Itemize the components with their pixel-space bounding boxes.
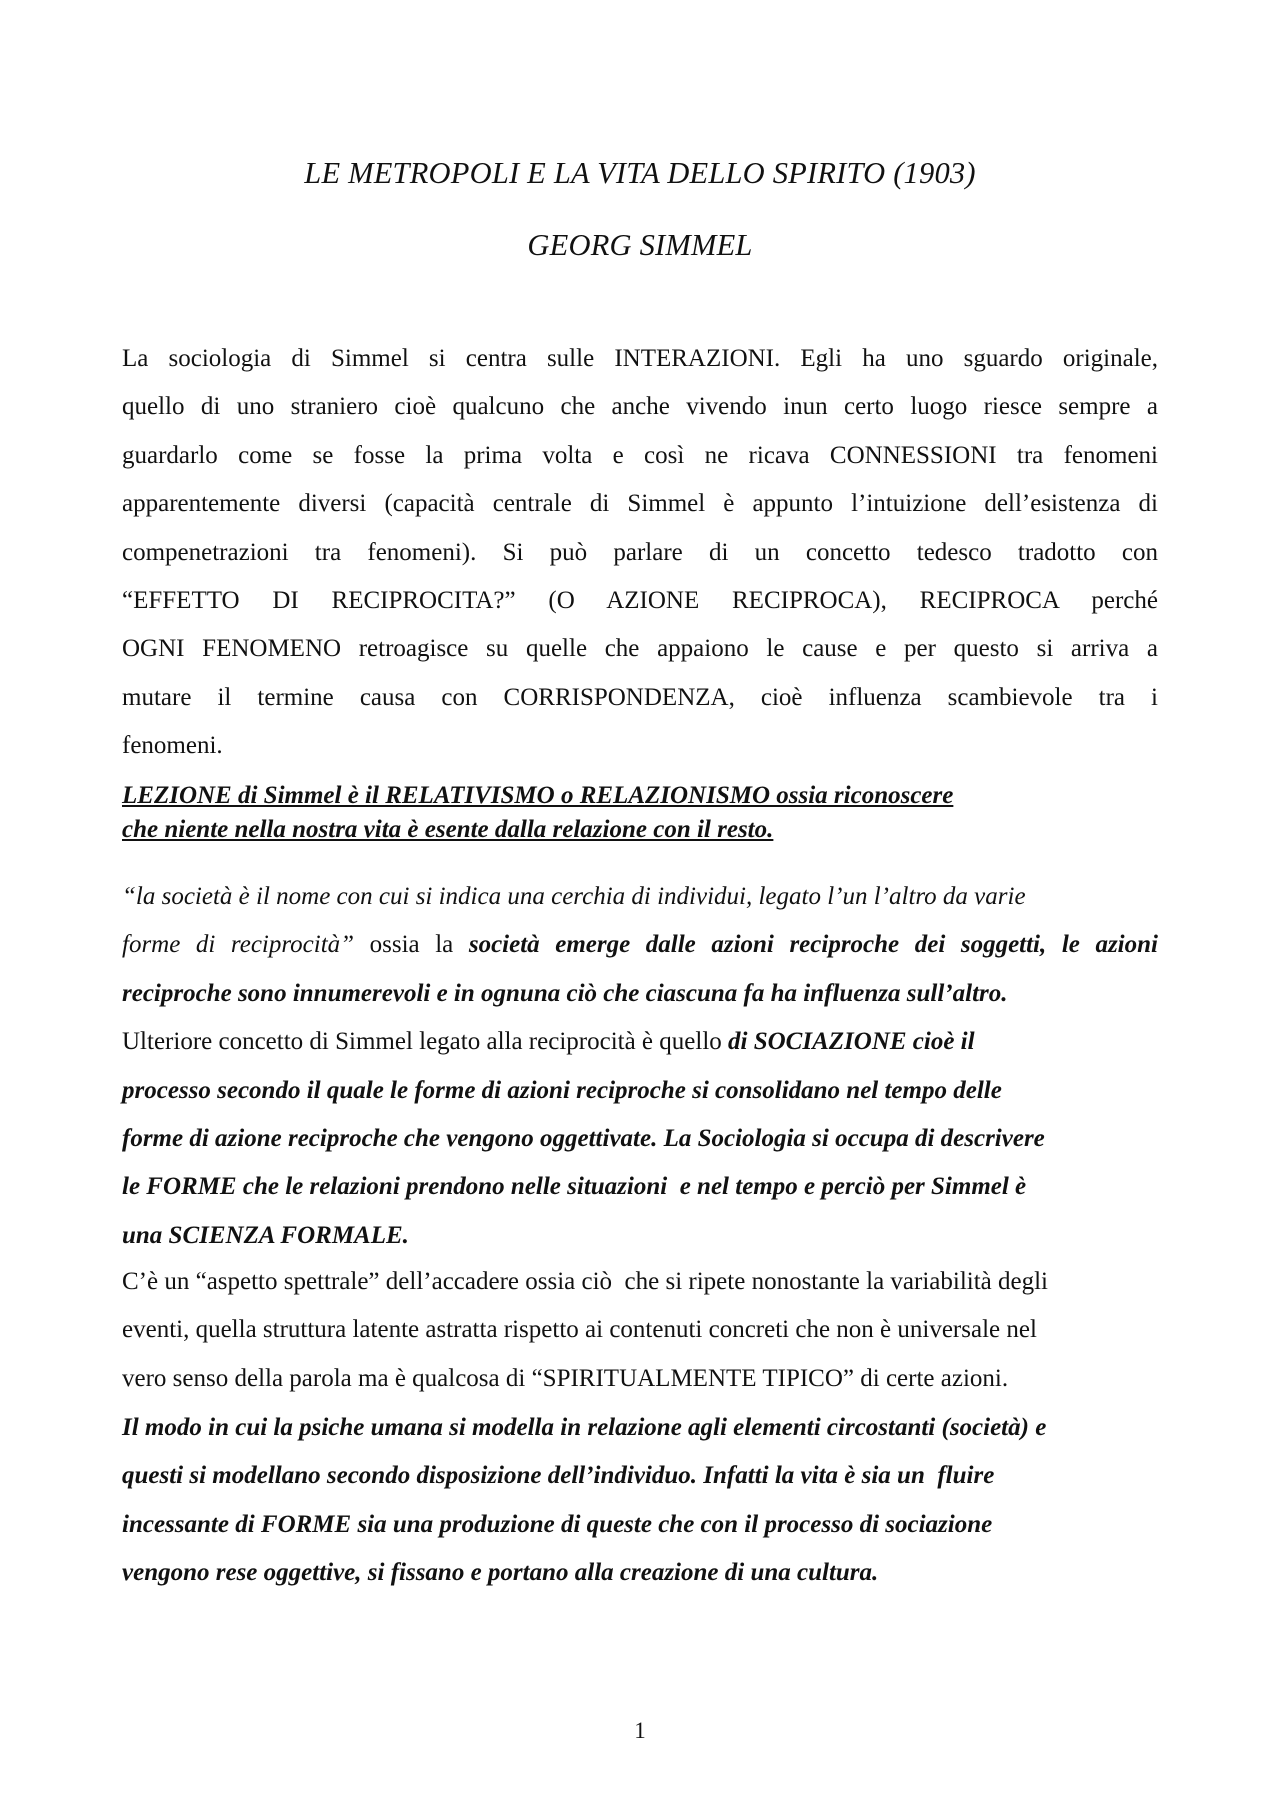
emphasis-text: le FORME che le relazioni prendono nelle situazioni e nel tempo e perciò per Simmel è [122,1173,1027,1201]
paragraph-line [122,1212,1158,1260]
emphasis-text: forme di azione reciproche che vengono oggettivate. La Sociologia si occupa di descrivere [122,1124,1045,1152]
paragraph-line: mutare il termine causa con CORRISPONDENZA, cioè influenza scambievole tra i [122,683,1158,711]
paragraph-line: compenetrazioni tra fenomeni). Si può parlare di un concetto tedesco tradotto con [122,538,1158,566]
paragraph-line: Il modo in cui la psiche umana si modella in relazione agli elementi circostanti (società) e [122,1414,1047,1441]
paragraph-aspetto-spettrale [122,1258,1158,1403]
lezione-heading [122,779,1172,847]
paragraph-line: quello di uno straniero cioè qualcuno che anche vivendo inun certo luogo riesce sempre a [122,393,1158,421]
plain-text: ossia la [354,931,469,959]
paragraph-line [122,873,1158,921]
paragraph-line: OGNI FENOMENO retroagisce su quelle che appaiono le cause e per questo si arriva a [122,635,1158,663]
paragraph-line: incessante di FORME sia una produzione di queste che con il processo di sociazione [122,1510,993,1538]
paragraph-line: “EFFETTO DI RECIPROCITA?” (O AZIONE RECIPROCA), RECIPROCA perché [122,586,1158,614]
page-number: 1 [634,1718,646,1743]
document-title: LE METROPOLI E LA VITA DELLO SPIRITO (1903) [304,156,976,190]
document-author: GEORG SIMMEL [527,228,753,262]
paragraph-line [122,1018,1158,1066]
paragraph-line [122,1115,1158,1163]
paragraph-interazioni [122,335,1158,771]
paragraph-line: fenomeni. [122,732,223,760]
paragraph-line: guardarlo come se fosse la prima volta e così ne ricava CONNESSIONI tra fenomeni [122,441,1158,469]
paragraph-societa [122,873,1158,1260]
paragraph-line [122,921,1158,969]
emphasis-text: processo secondo il quale le forme di azioni reciproche si consolidano nel tempo delle [122,1076,1002,1104]
paragraph-line: eventi, quella struttura latente astratta rispetto ai contenuti concreti che non è universale nel [122,1316,1037,1344]
paragraph-line [122,1067,1158,1115]
emphasis-text: una SCIENZA FORMALE. [122,1221,409,1249]
paragraph-line: vengono rese oggettive, si fissano e portano alla creazione di una cultura. [122,1559,879,1587]
paragraph-line: questi si modellano secondo disposizione dell’individuo. Infatti la vita è sia un fluire [122,1462,995,1490]
emphasis-text: società emerge dalle azioni reciproche dei soggetti, le azioni [468,931,1158,959]
paragraph-line: La sociologia di Simmel si centra sulle INTERAZIONI. Egli ha uno sguardo originale, [122,345,1158,372]
quote-text: forme di reciprocità” [122,931,355,959]
paragraph-line: vero senso della parola ma è qualcosa di “SPIRITUALMENTE TIPICO” di certe azioni. [122,1364,1009,1392]
paragraph-line: apparentemente diversi (capacità centrale di Simmel è appunto l’intuizione dell’esistenza di [122,490,1158,518]
paragraph-line: C’è un “aspetto spettrale” dell’accadere ossia ciò che si ripete nonostante la variabilità degli [122,1268,1049,1295]
emphasis-text: di SOCIAZIONE cioè il [728,1028,975,1056]
lezione-line: LEZIONE di Simmel è il RELATIVISMO o RELAZIONISMO ossia riconoscere [122,782,954,809]
plain-text: Ulteriore concetto di Simmel legato alla reciprocità è quello [122,1028,729,1056]
paragraph-line [122,1163,1158,1211]
lezione-line: che niente nella nostra vita è esente dalla relazione con il resto. [122,816,774,843]
paragraph-line [122,970,1158,1018]
emphasis-text: reciproche sono innumerevoli e in ognuna ciò che ciascuna fa ha influenza sull’altro. [122,979,1008,1007]
quote-text: “la società è il nome con cui si indica una cerchia di individui, legato l’un l’altro da varie [122,883,1026,910]
paragraph-psiche [122,1404,1158,1598]
